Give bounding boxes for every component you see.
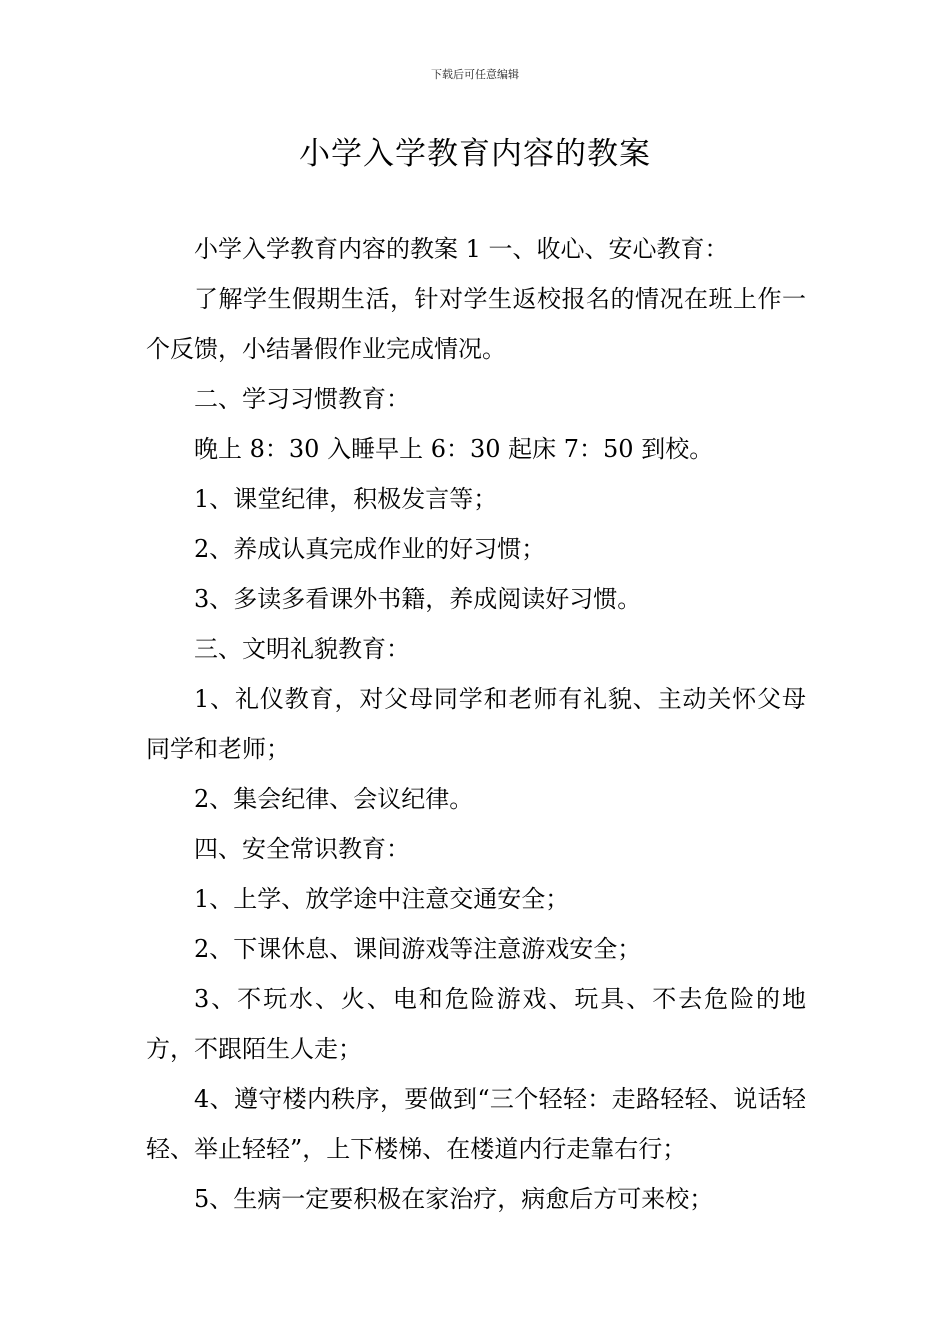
- header-note: 下载后可任意编辑: [431, 68, 519, 81]
- paragraph: 二、学习习惯教育：: [194, 385, 410, 413]
- document-title: 小学入学教育内容的教案: [299, 136, 651, 172]
- paragraph: 三、文明礼貌教育：: [194, 635, 410, 663]
- paragraph: 2、集会纪律、会议纪律。: [194, 785, 474, 813]
- document-body: [146, 224, 806, 1224]
- paragraph: 四、安全常识教育：: [194, 835, 410, 863]
- paragraph: 1、上学、放学途中注意交通安全；: [194, 885, 570, 913]
- paragraph: 3、多读多看课外书籍，养成阅读好习惯。: [194, 585, 642, 613]
- paragraph: 了解学生假期生活，针对学生返校报名的情况在班上作一个反馈，小结暑假作业完成情况。: [146, 285, 806, 363]
- paragraph: 1、礼仪教育，对父母同学和老师有礼貌、主动关怀父母同学和老师；: [146, 685, 806, 763]
- paragraph: 3、不玩水、火、电和危险游戏、玩具、不去危险的地方，不跟陌生人走；: [146, 985, 806, 1063]
- paragraph: 2、养成认真完成作业的好习惯；: [194, 535, 546, 563]
- paragraph: 小学入学教育内容的教案 1 一、收心、安心教育：: [194, 235, 729, 263]
- paragraph: 4、遵守楼内秩序，要做到“三个轻轻：走路轻轻、说话轻轻、举止轻轻”，上下楼梯、在楼道内行走靠右行；: [146, 1085, 806, 1163]
- paragraph: 2、下课休息、课间游戏等注意游戏安全；: [194, 935, 642, 963]
- paragraph: 晚上 8：30 入睡早上 6：30 起床 7：50 到校。: [194, 435, 714, 463]
- paragraph: 1、课堂纪律，积极发言等；: [194, 485, 498, 513]
- paragraph: 5、生病一定要积极在家治疗，病愈后方可来校；: [194, 1185, 714, 1213]
